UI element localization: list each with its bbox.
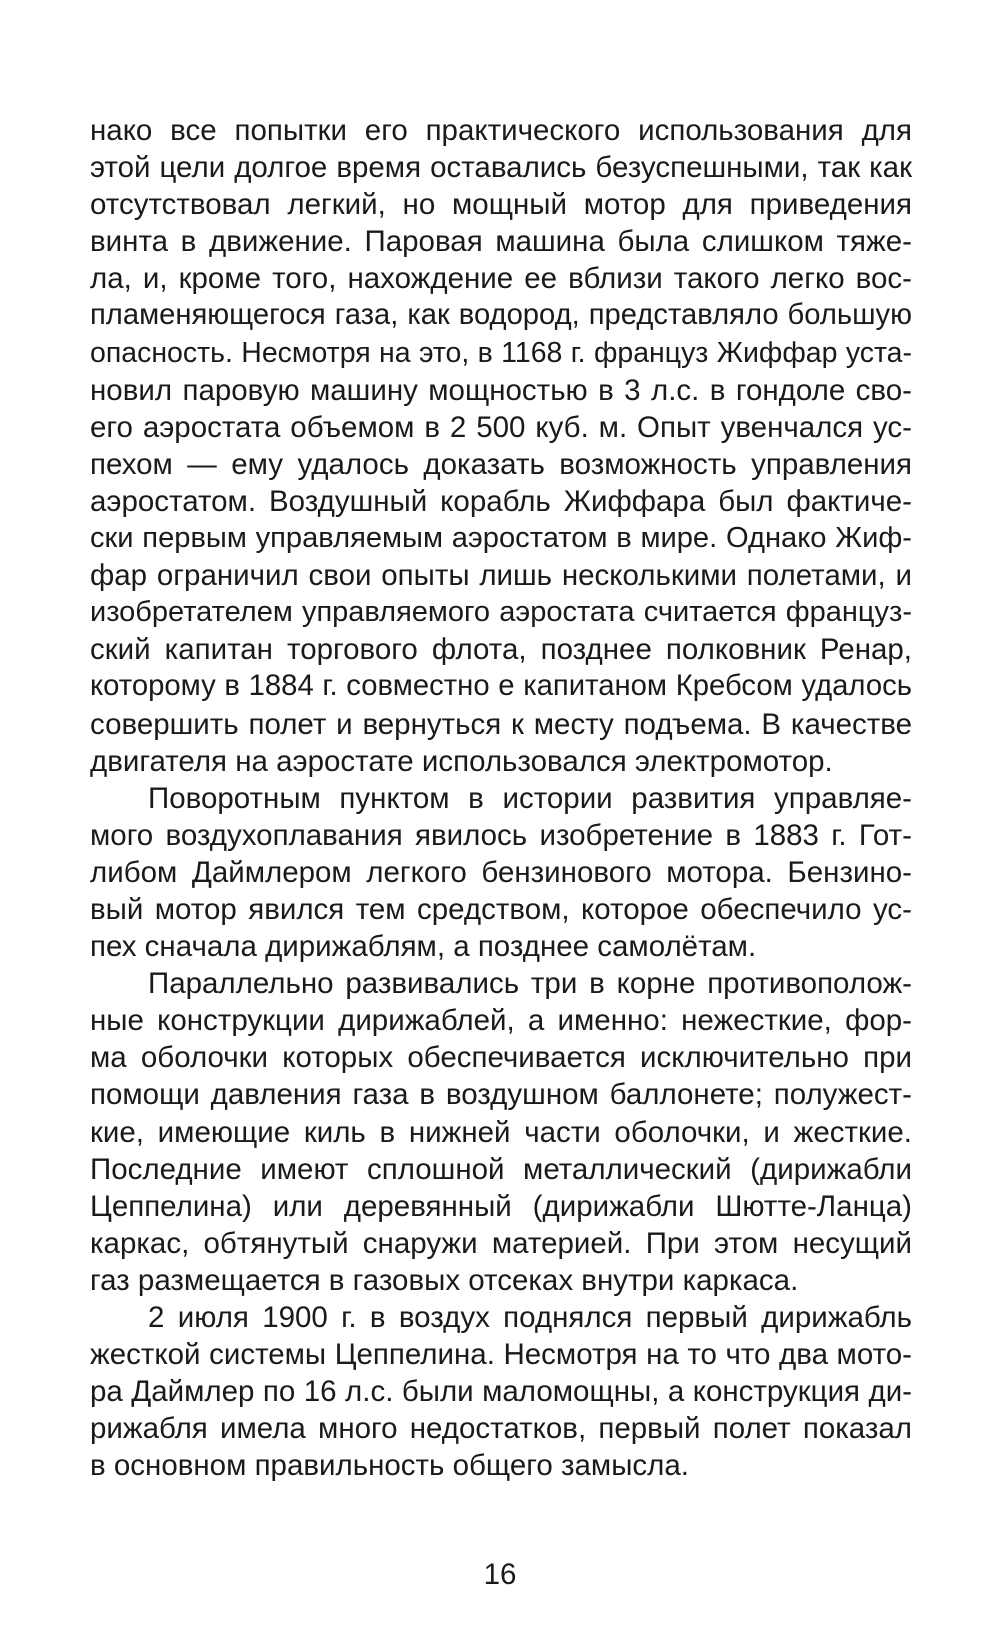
paragraph-3 [90, 965, 912, 1299]
text-line: пехом — ему удалось доказать возможность управления [90, 447, 912, 481]
text-line: фар ограничил свои опыты лишь несколькими полетами, и [90, 559, 912, 593]
text-line: новил паровую машину мощностью в 3 л.с. в гондоле сво- [90, 373, 912, 407]
text-line: кие, имеющие киль в нижней части оболочки, и жесткие. [90, 1115, 912, 1149]
text-line: ла, и, кроме того, нахождение ее вблизи такого легко вос- [90, 262, 912, 296]
text-line: совершить полет и вернуться к месту подъема. В качестве [90, 707, 912, 741]
text-line: этой цели долгое время оставались безуспешными, так как [90, 151, 912, 185]
text-line: жесткой системы Цеппелина. Несмотря на то что два мото- [90, 1338, 912, 1372]
text-line: изобретателем управляемого аэростата считается француз- [90, 596, 912, 629]
text-line: ные конструкции дирижаблей, а именно: нежесткие, фор- [90, 1004, 912, 1038]
text-line: пех сначала дирижаблям, а позднее самолётам. [90, 930, 757, 964]
paragraph-4 [90, 1299, 912, 1484]
text-line: 2 июля 1900 г. в воздух поднялся первый дирижабль [148, 1301, 912, 1334]
text-line: двигателя на аэростате использовался электромотор. [90, 744, 833, 778]
text-line: либом Даймлером легкого бензинового мотора. Бензино- [90, 855, 912, 889]
text-line: ма оболочки которых обеспечивается исключительно при [90, 1041, 912, 1075]
text-line: нако все попытки его практического использования для [90, 114, 912, 147]
paragraph-1 [90, 112, 912, 780]
text-line: отсутствовал легкий, но мощный мотор для приведения [90, 188, 912, 222]
text-line: каркас, обтянутый снаружи материей. При этом несущий [90, 1226, 912, 1260]
text-line: его аэростата объемом в 2 500 куб. м. Опыт увенчался ус- [90, 410, 912, 444]
text-line: винта в движение. Паровая машина была слишком тяже- [90, 225, 912, 259]
text-line: газ размещается в газовых отсеках внутри каркаса. [90, 1263, 799, 1297]
paragraph-2 [90, 780, 912, 965]
text-line: Параллельно развивались три в корне противополож- [148, 967, 912, 1001]
text-line: опасность. Несмотря на это, в 1168 г. француз Жиффар уста- [90, 336, 912, 369]
text-line: которому в 1884 г. совместно е капитаном Кребсом удалось [90, 670, 912, 703]
text-line: ски первым управляемым аэростатом в мире. Однако Жиф- [90, 522, 912, 555]
page-number: 16 [483, 1558, 517, 1591]
text-line: ский капитан торгового флота, позднее полковник Ренар, [90, 633, 912, 667]
text-line: пламеняющегося газа, как водород, представляло большую [90, 299, 912, 332]
text-line: аэростатом. Воздушный корабль Жиффара был фактиче- [90, 484, 912, 518]
text-line: Цеппелина) или деревянный (дирижабли Шютте-Ланца) [90, 1189, 912, 1223]
text-line: мого воздухоплавания явилось изобретение в 1883 г. Гот- [90, 818, 912, 852]
text-line: помощи давления газа в воздушном баллонете; полужест- [90, 1078, 912, 1112]
body-text [90, 112, 912, 1484]
text-line: ра Даймлер по 16 л.с. были маломощны, а конструкция ди- [90, 1375, 912, 1409]
text-line: вый мотор явился тем средством, которое обеспечило ус- [90, 892, 912, 926]
text-line: Поворотным пунктом в истории развития управляе- [148, 781, 912, 815]
text-line: Последние имеют сплошной металлический (дирижабли [90, 1152, 912, 1186]
text-line: в основном правильность общего замысла. [90, 1449, 689, 1483]
text-line: рижабля имела много недостатков, первый полет показал [90, 1412, 912, 1446]
